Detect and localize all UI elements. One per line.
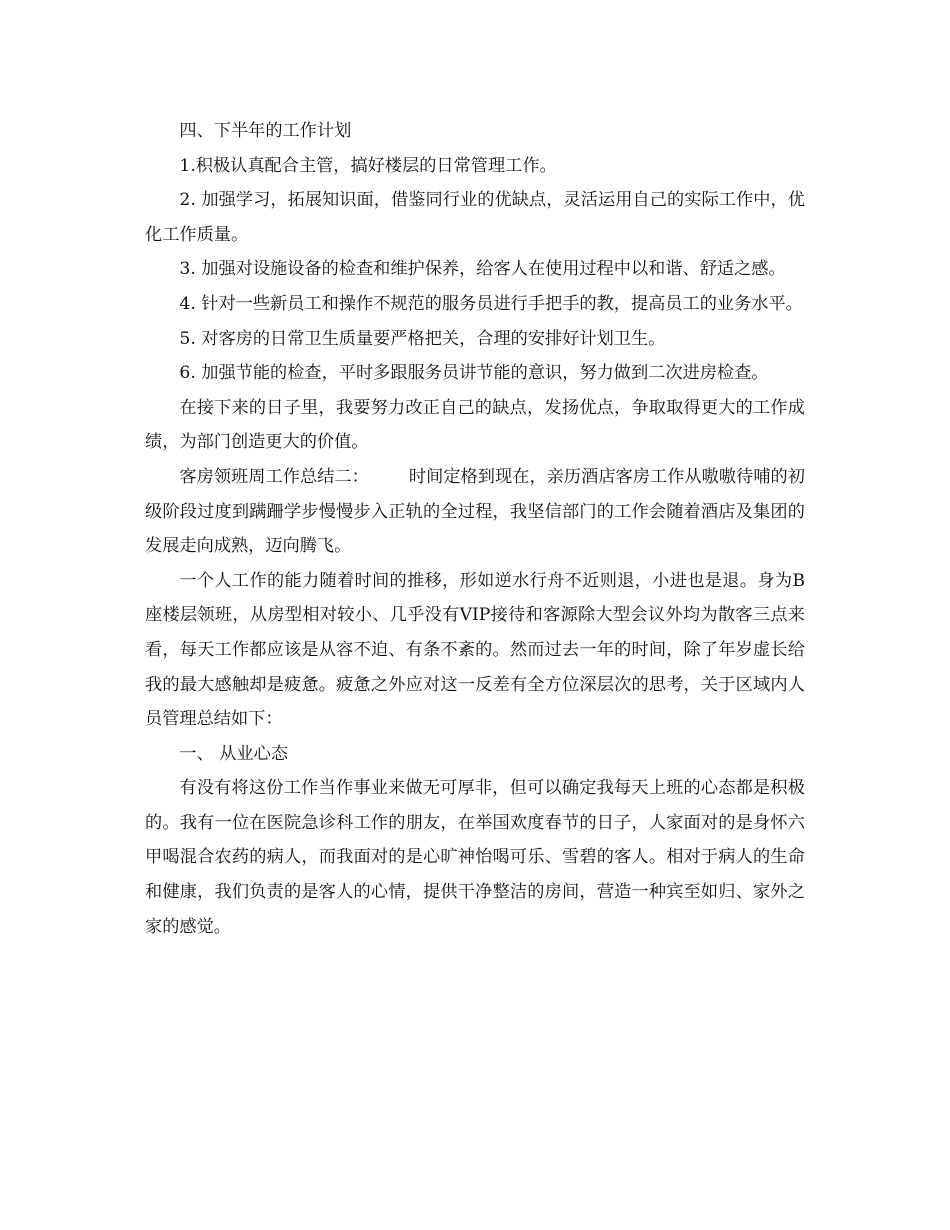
summary-two-body: 时间定格到现在，亲历酒店客房工作从嗷嗷待哺的初级阶段过度到蹒跚学步慢慢步入正轨的全过程，我坚信部门的工作会随着酒店及集团的发展走向成熟，迈向腾飞。 — [145, 466, 805, 557]
plan-item-4: 4. 针对一些新员工和操作不规范的服务员进行手把手的教，提高员工的业务水平。 — [179, 293, 803, 314]
plan-item-1: 1.积极认真配合主管，搞好楼层的日常管理工作。 — [179, 155, 557, 176]
closing-paragraph: 在接下来的日子里，我要努力改正自己的缺点，发扬优点，争取取得更大的工作成绩，为部门创造更大的价值。 — [145, 397, 805, 453]
section-one-heading: 一、 从业心态 — [179, 743, 288, 764]
mindset-paragraph: 有没有将这份工作当作事业来做无可厚非，但可以确定我每天上班的心态都是积极的。我有一位在医院急诊科工作的朋友，在举国欢度春节的日子，人家面对的是身怀六甲喝混合农药的病人，而我面对的是心旷神怡喝可乐、雪碧的客人。相对于病人的生命和健康，我们负责的是客人的心情，提供干净整洁的房间，营造一种宾至如归、家外之家的感觉。 — [145, 778, 805, 937]
ability-paragraph: 一个人工作的能力随着时间的推移，形如逆水行舟不近则退，小进也是退。身为B座楼层领班，从房型相对较小、几乎没有VIP接待和客源除大型会议外均为散客三点来看，每天工作都应该是从容不迫、有条不紊的。然而过去一年的时间，除了年岁虚长给我的最大感触却是疲惫。疲惫之外应对这一反差有全方位深层次的思考，关于区域内人员管理总结如下： — [145, 570, 805, 730]
plan-item-2: 2. 加强学习，拓展知识面，借鉴同行业的优缺点，灵活运用自己的实际工作中，优化工作质量。 — [145, 190, 805, 245]
plan-item-6: 6. 加强节能的检查，平时多跟服务员讲节能的意识，努力做到二次进房检查。 — [179, 363, 769, 384]
summary-two-title: 客房领班周工作总结二： — [179, 466, 369, 487]
plan-item-3: 3. 加强对设施设备的检查和维护保养，给客人在使用过程中以和谐、舒适之感。 — [179, 259, 786, 280]
plan-item-5: 5. 对客房的日常卫生质量要严格把关，合理的安排好计划卫生。 — [179, 328, 666, 349]
summary-two-paragraph — [145, 460, 805, 564]
document-page — [145, 114, 805, 944]
plan-heading: 四、下半年的工作计划 — [179, 121, 352, 141]
